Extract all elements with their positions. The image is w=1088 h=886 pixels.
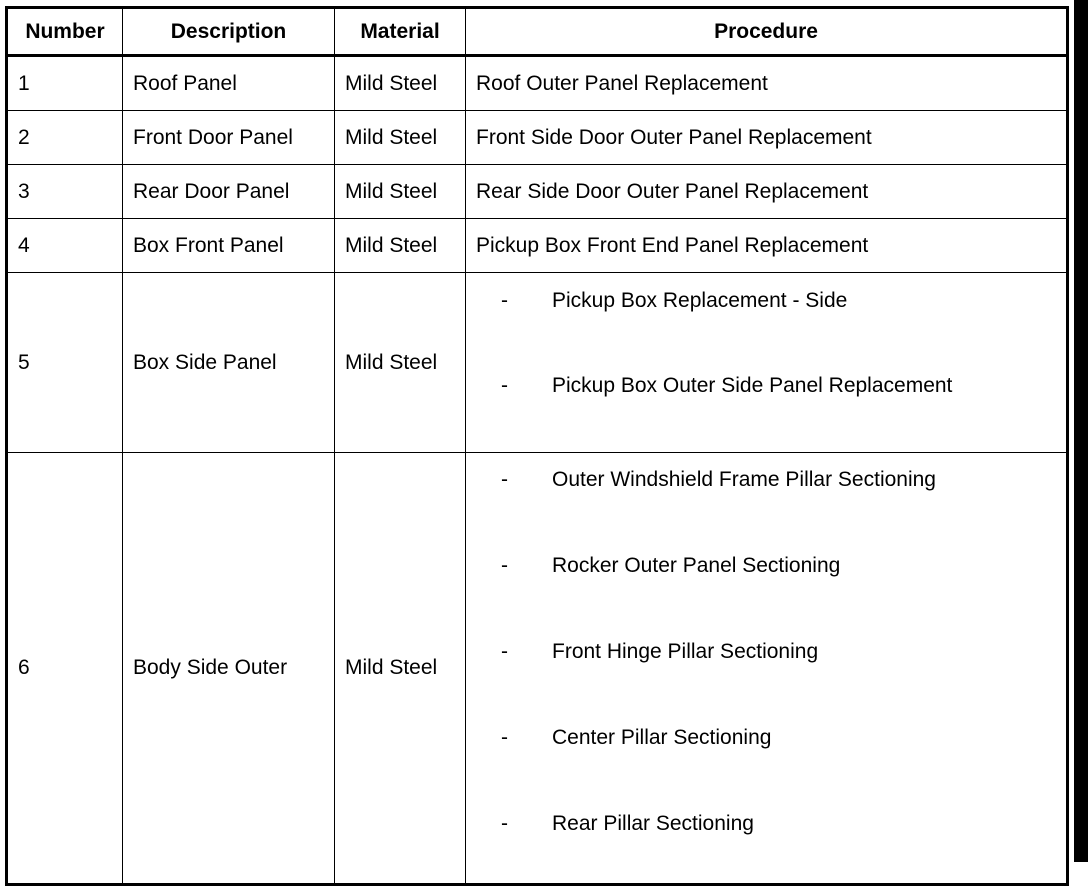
table-row xyxy=(7,453,1068,885)
header-material: Material xyxy=(335,8,466,56)
procedure-item xyxy=(476,554,1066,578)
row-description: Box Side Panel xyxy=(123,273,335,453)
header-row xyxy=(7,8,1068,56)
procedure-item xyxy=(476,468,1066,492)
table-row xyxy=(7,56,1068,111)
row-number: 6 xyxy=(7,453,123,885)
row-number: 4 xyxy=(7,219,123,273)
procedure-item xyxy=(476,640,1066,664)
row-number: 5 xyxy=(7,273,123,453)
row-description: Roof Panel xyxy=(123,56,335,111)
row-procedure: Pickup Box Front End Panel Replacement xyxy=(466,219,1068,273)
procedure-text: Front Hinge Pillar Sectioning xyxy=(552,640,819,663)
procedure-item xyxy=(476,812,1066,836)
bullet-dash: - xyxy=(501,812,508,835)
row-procedure-list-cell xyxy=(466,273,1068,453)
bullet-dash: - xyxy=(501,374,508,397)
header-number: Number xyxy=(7,8,123,56)
row-material: Mild Steel xyxy=(335,453,466,885)
row-number: 3 xyxy=(7,165,123,219)
procedure-item xyxy=(476,726,1066,750)
row-procedure-list-cell xyxy=(466,453,1068,885)
header-procedure: Procedure xyxy=(466,8,1068,56)
table-row xyxy=(7,273,1068,453)
procedure-text: Pickup Box Outer Side Panel Replacement xyxy=(552,374,953,397)
procedure-text: Rocker Outer Panel Sectioning xyxy=(552,554,841,577)
procedure-list xyxy=(476,289,1066,398)
row-number: 1 xyxy=(7,56,123,111)
row-description: Front Door Panel xyxy=(123,111,335,165)
table-row xyxy=(7,165,1068,219)
row-number: 2 xyxy=(7,111,123,165)
bullet-dash: - xyxy=(501,468,508,491)
bullet-dash: - xyxy=(501,554,508,577)
table-row xyxy=(7,111,1068,165)
procedure-text: Center Pillar Sectioning xyxy=(552,726,772,749)
parts-table xyxy=(5,6,1069,886)
bullet-dash: - xyxy=(501,640,508,663)
row-material: Mild Steel xyxy=(335,56,466,111)
row-description: Rear Door Panel xyxy=(123,165,335,219)
row-material: Mild Steel xyxy=(335,111,466,165)
procedure-item xyxy=(476,289,1066,313)
procedure-text: Outer Windshield Frame Pillar Sectioning xyxy=(552,468,936,491)
row-material: Mild Steel xyxy=(335,219,466,273)
row-procedure: Rear Side Door Outer Panel Replacement xyxy=(466,165,1068,219)
row-procedure: Roof Outer Panel Replacement xyxy=(466,56,1068,111)
page-edge-bar xyxy=(1074,0,1088,862)
row-material: Mild Steel xyxy=(335,273,466,453)
row-procedure: Front Side Door Outer Panel Replacement xyxy=(466,111,1068,165)
bullet-dash: - xyxy=(501,289,508,312)
procedure-item xyxy=(476,374,1066,398)
row-description: Box Front Panel xyxy=(123,219,335,273)
table-row xyxy=(7,219,1068,273)
row-material: Mild Steel xyxy=(335,165,466,219)
procedure-list xyxy=(476,468,1066,836)
bullet-dash: - xyxy=(501,726,508,749)
header-description: Description xyxy=(123,8,335,56)
row-description: Body Side Outer xyxy=(123,453,335,885)
procedure-text: Pickup Box Replacement - Side xyxy=(552,289,848,312)
procedure-text: Rear Pillar Sectioning xyxy=(552,812,754,835)
